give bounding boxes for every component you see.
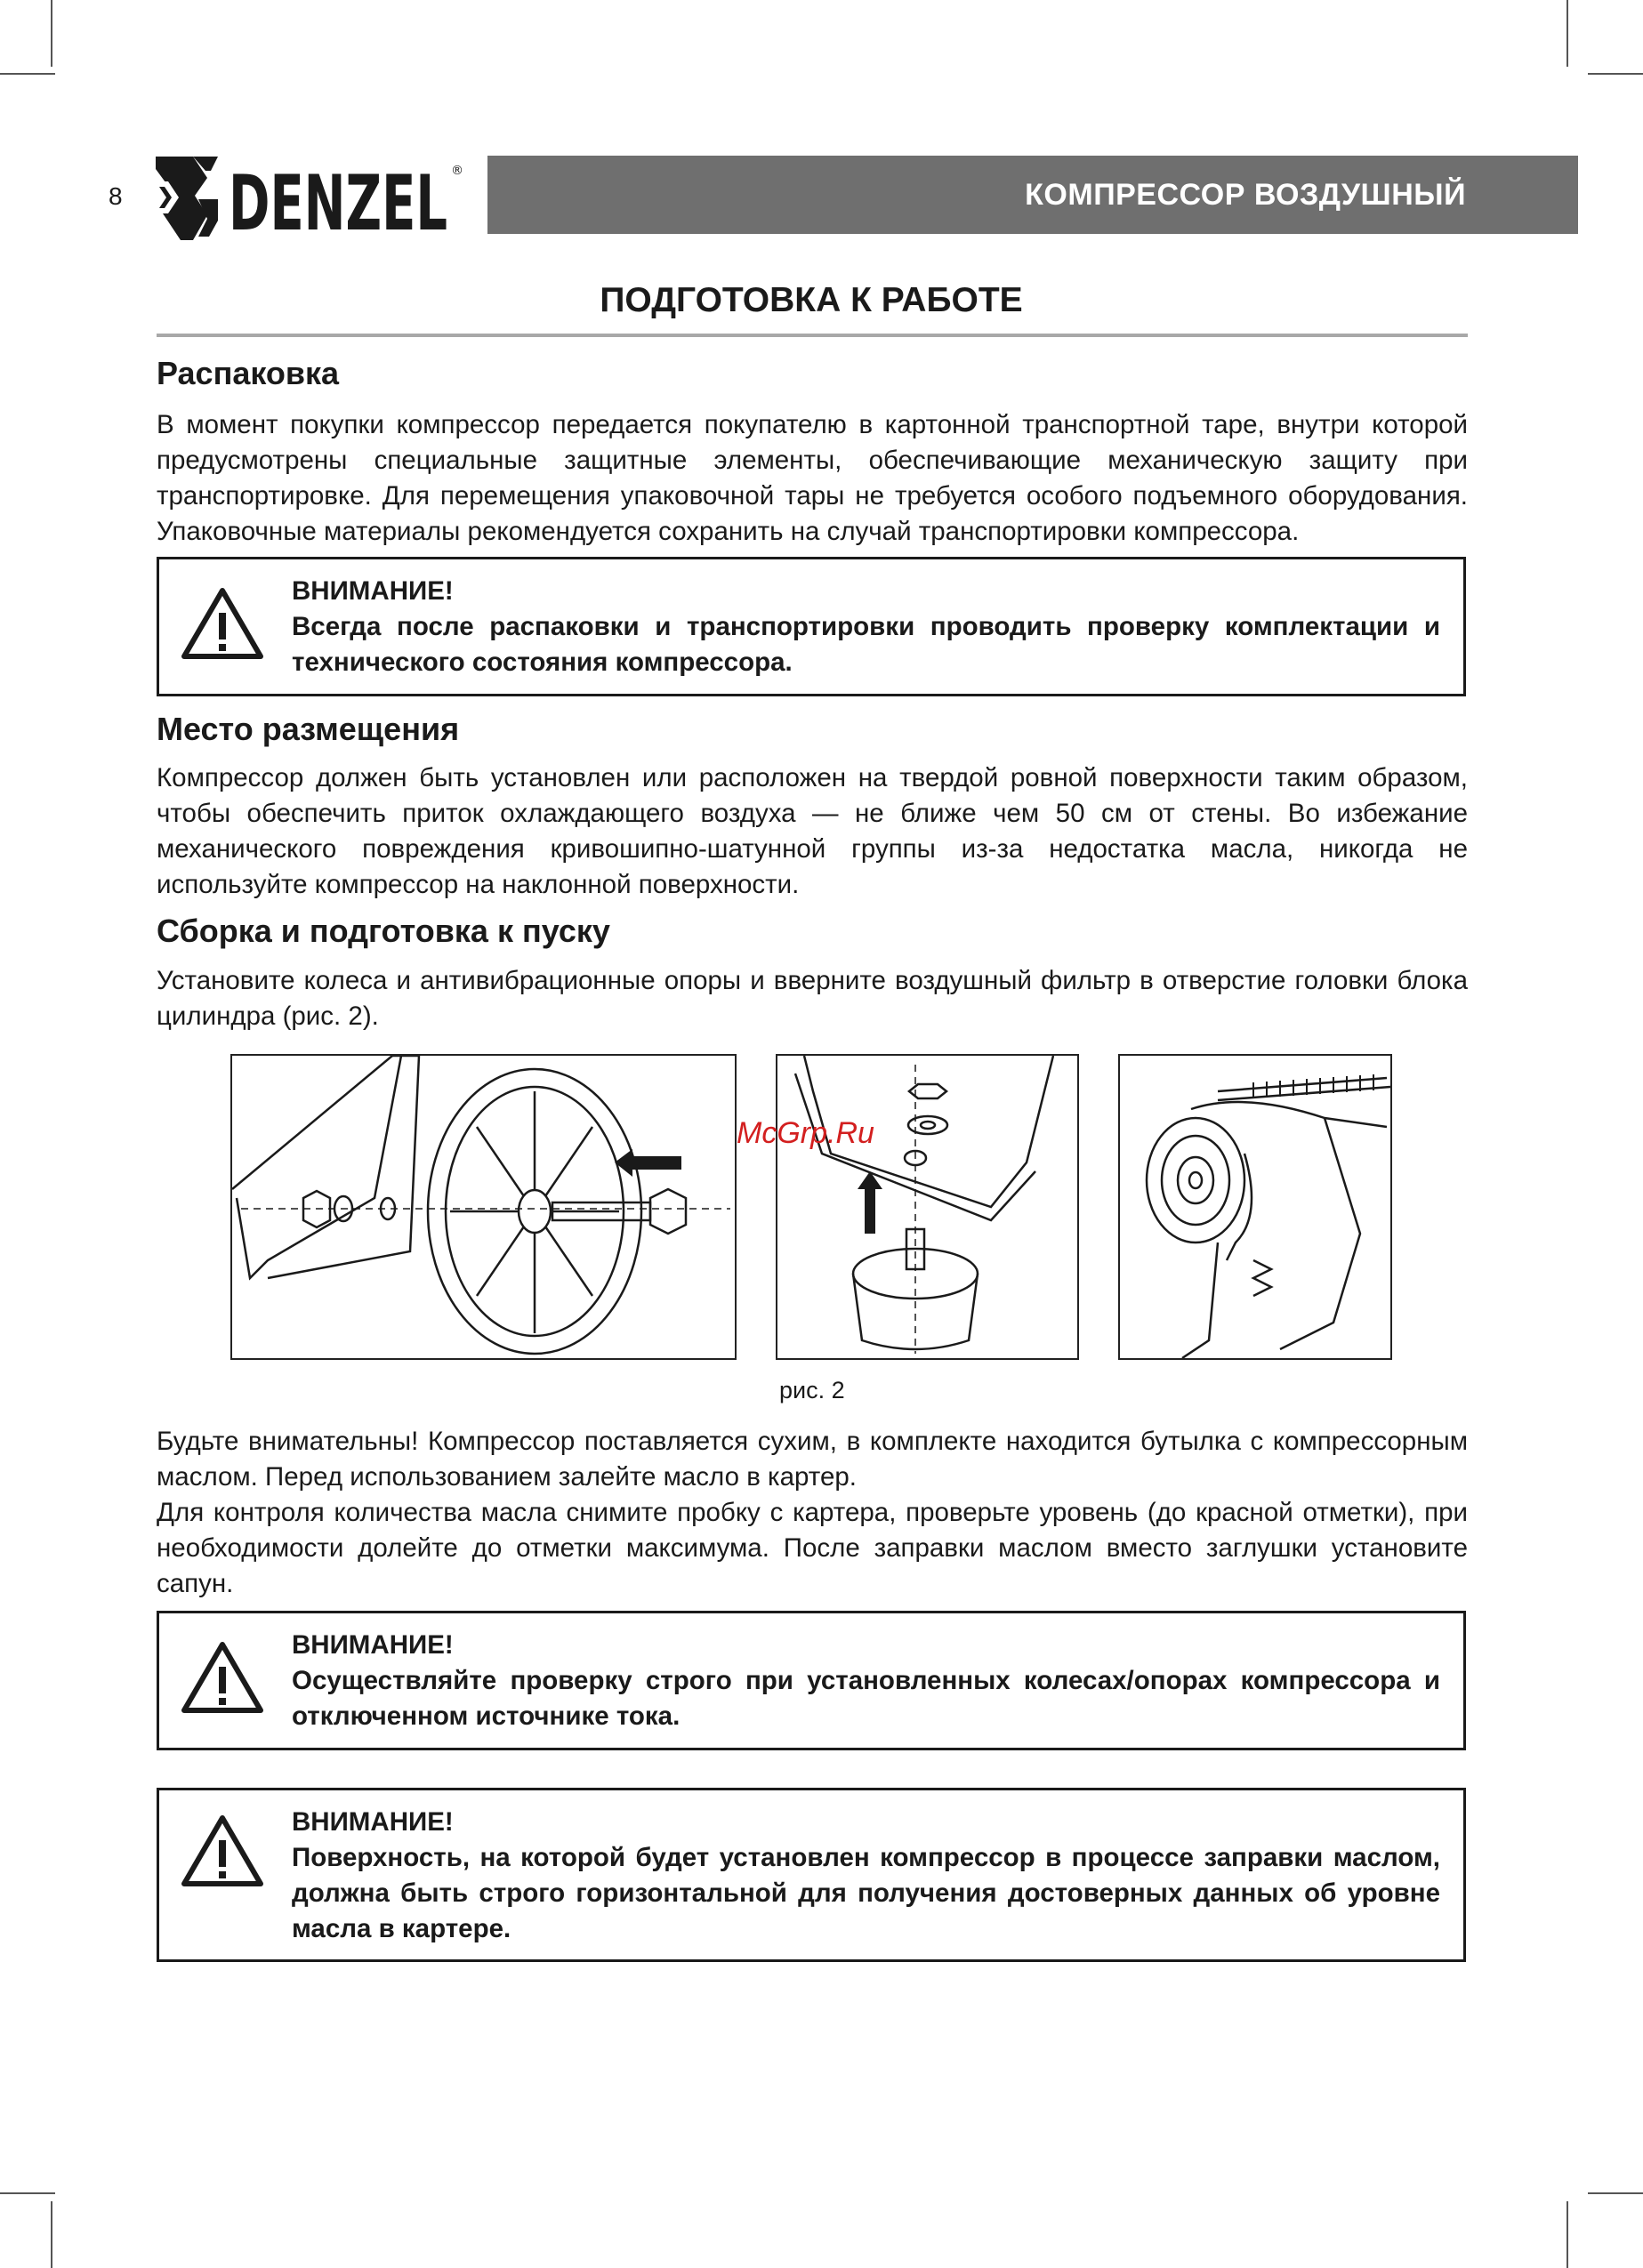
oil-text-2: Для контроля количества масла снимите пробку с картера, проверьте уровень (до красной отметки), при необходимости долейте до отметки максимума. После заправки маслом вместо заглушки установите сапун.	[157, 1498, 1468, 1598]
figure-caption: рис. 2	[779, 1377, 845, 1403]
crop-mark	[1588, 2192, 1643, 2194]
warning-triangle-icon	[181, 1640, 264, 1715]
unpacking-text: В момент покупки компрессор передается покупателю в картонной транспортной таре, внутри которой предусмотрены специальные защитные элементы, обеспечивающие механическую защиту при транспортировке. Для перемещения упаковочной тары не требуется особого подъемного оборудования. Упаковочные материалы рекомендуется сохранить на случай транспортировки компрессора.	[157, 410, 1468, 546]
warning-text: Всегда после распаковки и транспортировки проводить проверку комплектации и технического состояния компрессора.	[292, 612, 1440, 677]
brand-logo	[154, 151, 462, 247]
figure-air-filter	[1118, 1054, 1392, 1360]
arrow-up-icon	[858, 1171, 882, 1234]
crop-mark	[51, 2201, 52, 2268]
figure-foot-assembly	[776, 1054, 1079, 1360]
title-divider	[157, 334, 1468, 337]
crop-mark	[51, 0, 52, 67]
crop-mark	[0, 73, 55, 75]
warning-title: ВНИМАНИЕ!	[292, 1630, 454, 1660]
arrow-left-icon	[615, 1149, 681, 1177]
header-bar	[487, 156, 1578, 234]
warning-title: ВНИМАНИЕ!	[292, 576, 454, 606]
warning-text: Поверхность, на которой будет установлен компрессор в процессе заправки маслом, должна быть строго горизонтальной для получения достоверных данных об уровне масла в картере.	[292, 1843, 1440, 1943]
warning-text: Осуществляйте проверку строго при установленных колесах/опорах компрессора и отключенном источнике тока.	[292, 1666, 1440, 1731]
warning-triangle-icon	[181, 586, 264, 661]
crop-mark	[0, 2192, 55, 2194]
watermark: McGrp.Ru	[737, 1116, 874, 1150]
placement-text: Компрессор должен быть установлен или расположен на твердой ровной поверхности таким образом, чтобы обеспечить приток охлаждающего воздуха — не ближе чем 50 см от стены. Во избежание механического повреждения кривошипно-шатунной группы из-за недостатка масла, никогда не используйте компрессор на наклонной поверхности.	[157, 763, 1468, 899]
registered-mark: ®	[451, 164, 462, 178]
crop-mark	[1588, 73, 1643, 75]
heading-unpacking: Распаковка	[157, 355, 340, 391]
brand-emblem-icon	[156, 157, 218, 240]
header-product: КОМПРЕССОР ВОЗДУШНЫЙ	[1025, 177, 1466, 212]
warning-title: ВНИМАНИЕ!	[292, 1807, 454, 1837]
warning-triangle-icon	[181, 1814, 264, 1888]
heading-assembly: Сборка и подготовка к пуску	[157, 913, 610, 949]
oil-text-1: Будьте внимательны! Компрессор поставляется сухим, в комплекте находится бутылка с компрессорным маслом. Перед использованием залейте масло в картер.	[157, 1427, 1468, 1492]
warning-box-unpacking	[157, 557, 1466, 696]
assembly-text: Установите колеса и антивибрационные опоры и вверните воздушный фильтр в отверстие головки блока цилиндра (рис. 2).	[157, 966, 1468, 1031]
crop-mark	[1566, 0, 1568, 67]
heading-placement: Место размещения	[157, 711, 460, 747]
figure-wheel-assembly	[230, 1054, 737, 1360]
warning-box-check	[157, 1611, 1466, 1750]
warning-box-surface	[157, 1788, 1466, 1962]
crop-mark	[1566, 2201, 1568, 2268]
section-title: ПОДГОТОВКА К РАБОТЕ	[600, 281, 1023, 319]
page-number: 8	[109, 182, 123, 210]
brand-name: DENZEL	[229, 159, 447, 247]
